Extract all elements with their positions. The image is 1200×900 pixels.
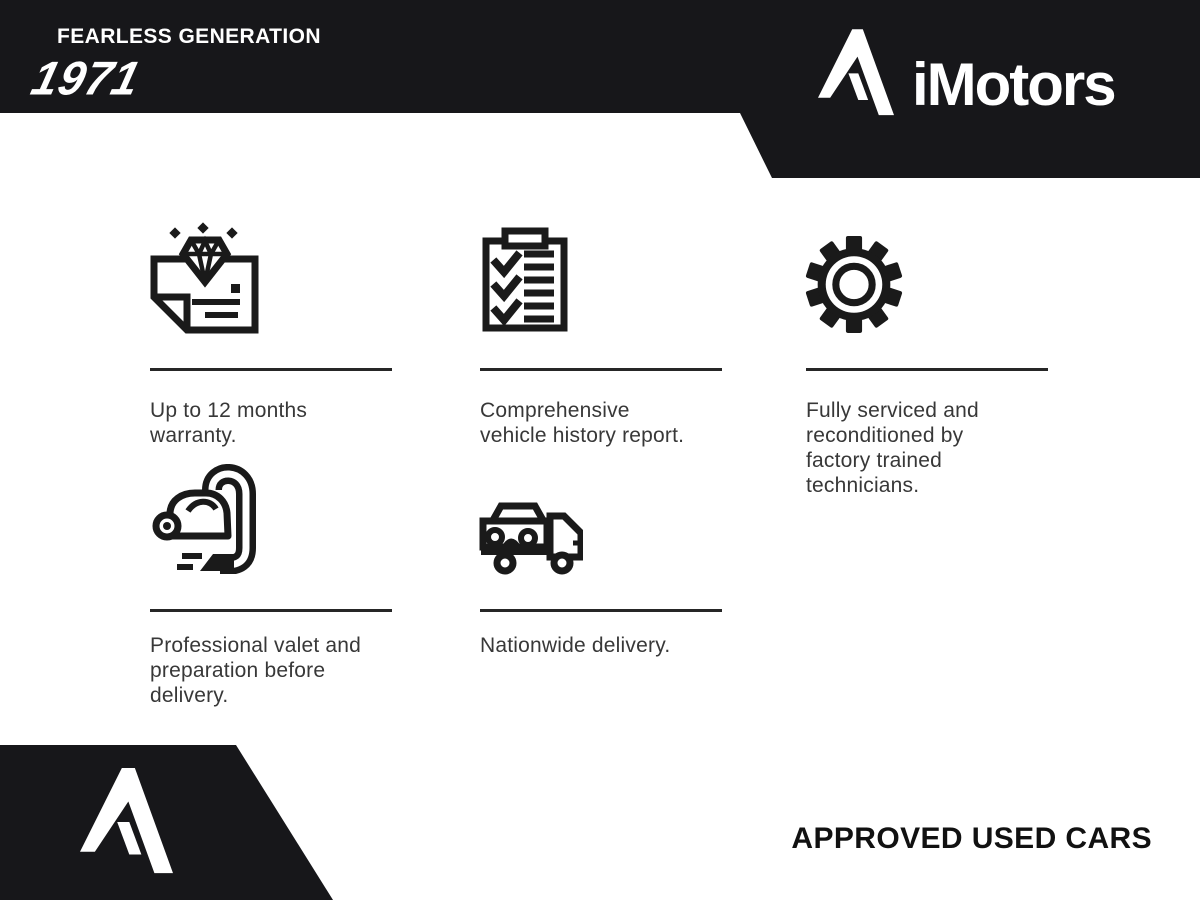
caption-line: Comprehensive [480, 399, 630, 422]
feature-divider [150, 368, 392, 371]
caption-line: Nationwide delivery. [480, 634, 671, 657]
feature-divider [480, 368, 722, 371]
feature-caption [150, 398, 307, 448]
feature-history-report [480, 222, 742, 472]
gear-icon [803, 232, 905, 338]
caption-line: Professional valet and [150, 634, 362, 657]
caption-line: factory trained [806, 449, 943, 472]
feature-valet [150, 464, 412, 714]
caption-line: Up to 12 months [150, 399, 308, 422]
caption-line: vehicle history report. [480, 424, 685, 447]
fearless-generation-tagline: FEARLESS GENERATION [57, 25, 321, 48]
feature-delivery [480, 464, 742, 714]
imotors-a-logo-icon [80, 768, 173, 875]
feature-caption [150, 633, 361, 708]
feature-caption [806, 398, 979, 498]
vacuum-cleaner-icon [148, 464, 258, 574]
certificate-diamond-icon [150, 222, 260, 342]
caption-line: reconditioned by [806, 424, 964, 447]
caption-line: technicians. [806, 474, 920, 497]
feature-warranty [150, 222, 412, 472]
caption-line: delivery. [150, 684, 229, 707]
feature-divider [480, 609, 722, 612]
brand-name: iMotors [912, 51, 1115, 118]
caption-line: preparation before [150, 659, 326, 682]
feature-divider [150, 609, 392, 612]
caption-line: warranty. [150, 424, 237, 447]
imotors-a-logo-icon [818, 29, 894, 117]
approved-used-cars-title: APPROVED USED CARS [791, 822, 1152, 855]
year-1971-logo: 1971 [26, 51, 147, 105]
feature-caption [480, 398, 684, 448]
feature-divider [806, 368, 1048, 371]
caption-line: Fully serviced and [806, 399, 979, 422]
checklist-clipboard-icon [480, 226, 572, 336]
feature-caption [480, 633, 670, 658]
car-transporter-icon [478, 500, 583, 575]
feature-serviced [806, 222, 1068, 497]
